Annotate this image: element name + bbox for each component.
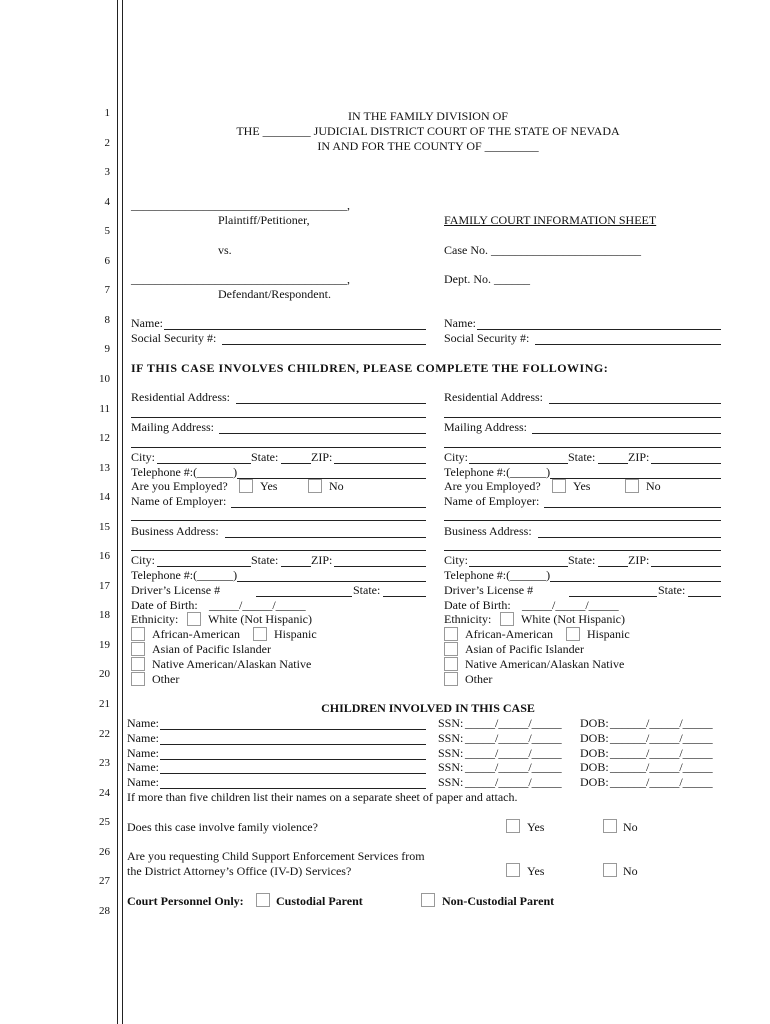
child-name-field[interactable] [160, 759, 426, 760]
child-name-label: Name: [127, 730, 159, 745]
native-label: Native American/Alaskan Native [465, 657, 625, 671]
custodial-label: Custodial Parent [276, 894, 363, 908]
african-label: African-American [152, 627, 240, 641]
line-number: 10 [99, 372, 110, 385]
telephone-label: Telephone #:(______) [444, 465, 551, 479]
child-ssn-label: SSN: [438, 730, 464, 745]
support-question-line-2: the District Attorney’s Office (IV-D) Services? [127, 864, 352, 878]
telephone-field[interactable] [550, 581, 721, 582]
telephone-label: Telephone #:(______) [131, 568, 238, 582]
violence-question: Does this case involve family violence? [127, 820, 318, 834]
license-state-field[interactable] [688, 596, 721, 597]
line-number: 8 [104, 313, 110, 326]
african-checkbox[interactable] [131, 627, 145, 641]
employed-yes-checkbox[interactable] [239, 479, 253, 493]
city-label: City: [444, 450, 469, 464]
license-label: Driver’s License # [131, 583, 221, 597]
plaintiff-label: Plaintiff/Petitioner, [218, 213, 310, 227]
license-field[interactable] [256, 596, 352, 597]
line-number: 27 [99, 875, 110, 888]
child-name-field[interactable] [160, 744, 426, 745]
asian-label: Asian of Pacific Islander [152, 642, 271, 656]
zip-field[interactable] [651, 463, 721, 464]
child-ssn-field[interactable]: _____/_____/_____ [465, 730, 562, 745]
other-label: Other [465, 672, 493, 686]
telephone-field[interactable] [237, 581, 426, 582]
line-number: 17 [99, 579, 110, 592]
violence-yes-checkbox[interactable] [506, 819, 520, 833]
line-number: 9 [104, 343, 110, 356]
zip-label: ZIP: [628, 553, 650, 567]
other-checkbox[interactable] [131, 672, 145, 686]
child-dob-field[interactable]: ______/_____/_____ [610, 775, 713, 790]
line-number: 2 [104, 136, 110, 149]
case-number[interactable]: Case No. _________________________ [444, 243, 641, 257]
employer-field-2[interactable] [131, 520, 426, 521]
defendant-name-field[interactable] [477, 329, 721, 330]
business-label: Business Address: [444, 524, 532, 538]
other-label: Other [152, 672, 180, 686]
city-field[interactable] [469, 463, 568, 464]
license-state-field[interactable] [383, 596, 426, 597]
child-name-field[interactable] [160, 773, 426, 774]
residential-field-2[interactable] [444, 417, 721, 418]
line-number: 6 [104, 254, 110, 267]
child-name-field[interactable] [160, 729, 426, 730]
line-number: 14 [99, 491, 110, 504]
line-number: 16 [99, 550, 110, 563]
child-ssn-label: SSN: [438, 760, 464, 775]
zip-field[interactable] [334, 463, 426, 464]
line-number: 24 [99, 786, 110, 799]
line-number: 18 [99, 609, 110, 622]
state-field[interactable] [281, 566, 311, 567]
child-ssn-label: SSN: [438, 775, 464, 790]
african-label: African-American [465, 627, 553, 641]
native-checkbox[interactable] [444, 657, 458, 671]
city-field[interactable] [157, 566, 251, 567]
white-checkbox[interactable] [500, 612, 514, 626]
line-number: 26 [99, 845, 110, 858]
line-number: 22 [99, 727, 110, 740]
child-ssn-field[interactable]: _____/_____/_____ [465, 775, 562, 790]
child-ssn-label: SSN: [438, 745, 464, 760]
child-name-label: Name: [127, 745, 159, 760]
employer-label: Name of Employer: [444, 494, 540, 508]
business-field-2[interactable] [131, 550, 426, 551]
zip-label: ZIP: [311, 553, 333, 567]
other-checkbox[interactable] [444, 672, 458, 686]
employer-field[interactable] [544, 507, 721, 508]
employer-field-2[interactable] [444, 520, 721, 521]
residential-label: Residential Address: [444, 390, 543, 404]
line-number: 12 [99, 432, 110, 445]
header-line-3: IN AND FOR THE COUNTY OF _________ [317, 139, 539, 153]
employer-label: Name of Employer: [131, 494, 227, 508]
line-number: 11 [99, 402, 110, 415]
child-name-label: Name: [127, 760, 159, 775]
state-label: State: [568, 450, 596, 464]
employed-label: Are you Employed? [444, 479, 541, 493]
state-label: State: [251, 553, 279, 567]
mailing-field[interactable] [532, 433, 721, 434]
personnel-label: Court Personnel Only: [127, 894, 244, 908]
form-title: FAMILY COURT INFORMATION SHEET [444, 213, 657, 227]
child-dob-field[interactable]: ______/_____/_____ [610, 760, 713, 775]
custodial-checkbox[interactable] [256, 893, 270, 907]
support-question-line-1: Are you requesting Child Support Enforcement Services from [127, 849, 425, 863]
white-label: White (Not Hispanic) [208, 612, 312, 626]
line-number: 21 [99, 698, 110, 710]
employed-yes-label: Yes [260, 479, 278, 493]
license-field[interactable] [569, 596, 657, 597]
employed-yes-label: Yes [573, 479, 591, 493]
telephone-label: Telephone #:(______) [444, 568, 551, 582]
child-ssn-field[interactable]: _____/_____/_____ [465, 745, 562, 760]
business-field-2[interactable] [444, 550, 721, 551]
city-label: City: [131, 553, 156, 567]
line-number: 25 [99, 816, 110, 829]
state-field[interactable] [281, 463, 311, 464]
line-number: 19 [99, 638, 110, 651]
asian-checkbox[interactable] [444, 642, 458, 656]
business-field[interactable] [538, 537, 721, 538]
asian-label: Asian of Pacific Islander [465, 642, 584, 656]
non-custodial-label: Non-Custodial Parent [442, 894, 555, 908]
license-state-label: State: [658, 583, 686, 597]
defendant-label: Defendant/Respondent. [218, 287, 331, 301]
zip-field[interactable] [651, 566, 721, 567]
employer-field[interactable] [231, 507, 426, 508]
plaintiff-name-field[interactable] [164, 329, 426, 330]
plaintiff-name-label: Name: [131, 316, 163, 330]
dob-label: Date of Birth: [444, 598, 511, 612]
child-dob-label: DOB: [580, 745, 609, 760]
margin-rule-left [117, 0, 118, 1024]
line-number: 4 [104, 195, 110, 208]
defendant-ssn-field[interactable] [535, 344, 721, 345]
hispanic-checkbox[interactable] [566, 627, 580, 641]
hispanic-label: Hispanic [274, 627, 317, 641]
line-number: 28 [99, 904, 110, 917]
line-number: 13 [99, 461, 110, 474]
license-label: Driver’s License # [444, 583, 534, 597]
support-no-label: No [623, 864, 638, 878]
child-name-label: Name: [127, 775, 159, 790]
line-number: 23 [99, 757, 110, 770]
line-number: 15 [99, 520, 110, 533]
child-ssn-field[interactable]: _____/_____/_____ [465, 760, 562, 775]
city-label: City: [444, 553, 469, 567]
child-dob-label: DOB: [580, 775, 609, 790]
hispanic-checkbox[interactable] [253, 627, 267, 641]
defendant-line[interactable]: ____________________________________, [131, 272, 350, 286]
dept-number[interactable]: Dept. No. ______ [444, 272, 530, 286]
hispanic-label: Hispanic [587, 627, 630, 641]
child-dob-label: DOB: [580, 730, 609, 745]
plaintiff-ssn-label: Social Security #: [131, 331, 217, 345]
plaintiff-ssn-field[interactable] [222, 344, 426, 345]
line-number: 5 [104, 225, 110, 238]
dob-field[interactable]: _____/_____/_____ [209, 598, 306, 612]
dob-label: Date of Birth: [131, 598, 198, 612]
violence-no-label: No [623, 820, 638, 834]
header-line-1: IN THE FAMILY DIVISION OF [348, 109, 508, 123]
children-note: If more than five children list their names on a separate sheet of paper and attach. [127, 790, 518, 804]
line-number: 3 [104, 166, 110, 179]
mailing-label: Mailing Address: [444, 420, 527, 434]
child-dob-field[interactable]: ______/_____/_____ [610, 745, 713, 760]
plaintiff-line[interactable]: ____________________________________, [131, 198, 350, 212]
children-title: CHILDREN INVOLVED IN THIS CASE [321, 701, 535, 715]
city-field[interactable] [469, 566, 568, 567]
child-ssn-field[interactable]: _____/_____/_____ [465, 716, 562, 730]
state-label: State: [251, 450, 279, 464]
telephone-label: Telephone #:(______) [131, 465, 238, 479]
ethnicity-label: Ethnicity: [131, 612, 179, 626]
business-label: Business Address: [131, 524, 219, 538]
dob-field[interactable]: _____/_____/_____ [522, 598, 619, 612]
line-number: 20 [99, 668, 110, 681]
mailing-label: Mailing Address: [131, 420, 214, 434]
child-ssn-label: SSN: [438, 716, 464, 730]
violence-no-checkbox[interactable] [603, 819, 617, 833]
residential-field[interactable] [549, 403, 721, 404]
children-instruction: IF THIS CASE INVOLVES CHILDREN, PLEASE COMPLETE THE FOLLOWING: [131, 361, 609, 375]
employed-no-checkbox[interactable] [625, 479, 639, 493]
asian-checkbox[interactable] [131, 642, 145, 656]
business-field[interactable] [225, 537, 426, 538]
header-line-2: THE ________ JUDICIAL DISTRICT COURT OF THE STATE OF NEVADA [236, 124, 620, 138]
mailing-field-2[interactable] [131, 447, 426, 448]
state-label: State: [568, 553, 596, 567]
child-dob-label: DOB: [580, 760, 609, 775]
margin-rule-right [122, 0, 123, 1024]
residential-label: Residential Address: [131, 390, 230, 404]
city-field[interactable] [157, 463, 251, 464]
zip-label: ZIP: [311, 450, 333, 464]
city-label: City: [131, 450, 156, 464]
child-dob-field[interactable]: ______/_____/_____ [610, 730, 713, 745]
white-label: White (Not Hispanic) [521, 612, 625, 626]
residential-field-2[interactable] [131, 417, 426, 418]
child-dob-field[interactable]: ______/_____/_____ [610, 716, 713, 730]
support-no-checkbox[interactable] [603, 863, 617, 877]
state-field[interactable] [598, 566, 628, 567]
employed-label: Are you Employed? [131, 479, 228, 493]
line-number: 1 [104, 107, 110, 119]
zip-label: ZIP: [628, 450, 650, 464]
zip-field[interactable] [334, 566, 426, 567]
ethnicity-label: Ethnicity: [444, 612, 492, 626]
line-number: 7 [104, 284, 110, 297]
mailing-field[interactable] [219, 433, 426, 434]
defendant-ssn-label: Social Security #: [444, 331, 530, 345]
white-checkbox[interactable] [187, 612, 201, 626]
support-yes-label: Yes [527, 864, 545, 878]
african-checkbox[interactable] [444, 627, 458, 641]
employed-yes-checkbox[interactable] [552, 479, 566, 493]
child-dob-label: DOB: [580, 716, 609, 730]
native-checkbox[interactable] [131, 657, 145, 671]
child-name-label: Name: [127, 716, 159, 730]
non-custodial-checkbox[interactable] [421, 893, 435, 907]
mailing-field-2[interactable] [444, 447, 721, 448]
employed-no-checkbox[interactable] [308, 479, 322, 493]
native-label: Native American/Alaskan Native [152, 657, 312, 671]
support-yes-checkbox[interactable] [506, 863, 520, 877]
employed-no-label: No [646, 479, 661, 493]
employed-no-label: No [329, 479, 344, 493]
vs-label: vs. [218, 243, 232, 257]
state-field[interactable] [598, 463, 628, 464]
violence-yes-label: Yes [527, 820, 545, 834]
residential-field[interactable] [236, 403, 426, 404]
defendant-name-label: Name: [444, 316, 476, 330]
license-state-label: State: [353, 583, 381, 597]
